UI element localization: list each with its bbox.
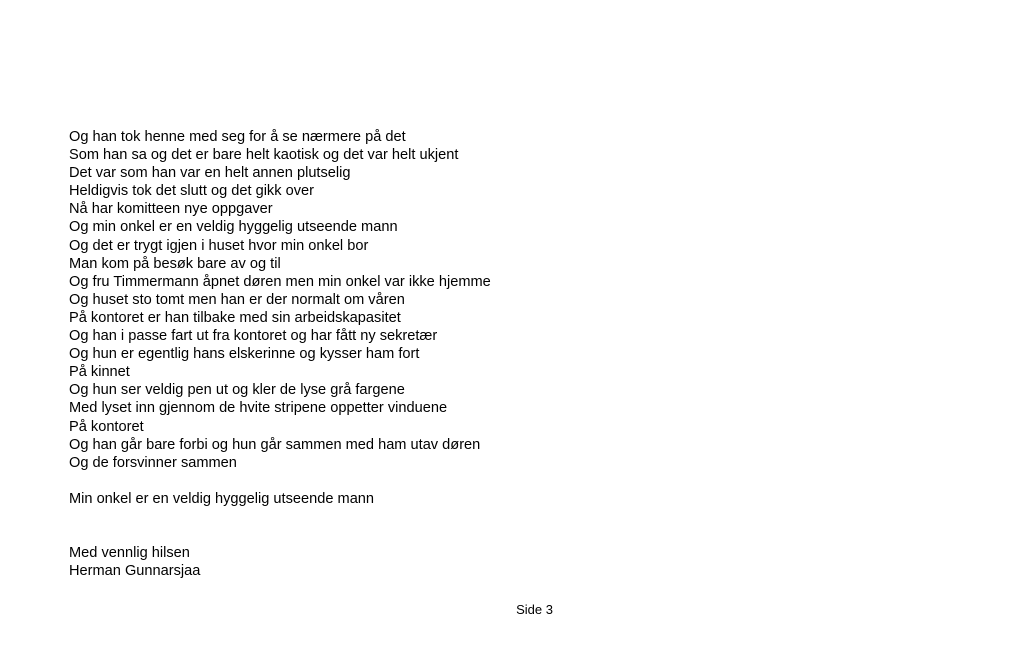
poem-line: Og de forsvinner sammen [69,454,237,471]
poem-line: Nå har komitteen nye oppgaver [69,201,273,218]
document-body [69,128,969,580]
poem-line: Heldigvis tok det slutt og det gikk over [69,183,314,200]
poem-line: Det var som han var en helt annen plutselig [69,165,351,182]
poem-line: Man kom på besøk bare av og til [69,255,281,272]
closing-line: Min onkel er en veldig hyggelig utseende mann [69,490,375,507]
signature-name: Herman Gunnarsjaa [69,563,201,580]
poem-line: Og hun er egentlig hans elskerinne og kysser ham fort [69,346,420,363]
poem-line: Med lyset inn gjennom de hvite stripene oppetter vinduene [69,400,448,417]
poem-line: På kinnet [69,364,130,381]
poem-line: Og hun ser veldig pen ut og kler de lyse grå fargene [69,382,405,399]
poem-line: Og fru Timmermann åpnet døren men min onkel var ikke hjemme [69,273,491,290]
poem-line: Som han sa og det er bare helt kaotisk og det var helt ukjent [69,147,459,164]
paragraph-spacer [69,508,969,544]
poem-line: Og huset sto tomt men han er der normalt om våren [69,291,405,308]
poem-line: På kontoret [69,418,144,435]
poem-line: Og han i passe fart ut fra kontoret og har fått ny sekretær [69,328,438,345]
poem-line: Og han tok henne med seg for å se nærmere på det [69,129,406,145]
poem-line: Og min onkel er en veldig hyggelig utseende mann [69,219,398,236]
page-number: Side 3 [516,602,553,617]
signature-greeting: Med vennlig hilsen [69,545,190,562]
poem-line: På kontoret er han tilbake med sin arbeidskapasitet [69,309,401,326]
poem-line: Og han går bare forbi og hun går sammen med ham utav døren [69,436,481,453]
paragraph-spacer [69,472,969,490]
poem-line: Og det er trygt igjen i huset hvor min onkel bor [69,237,369,254]
